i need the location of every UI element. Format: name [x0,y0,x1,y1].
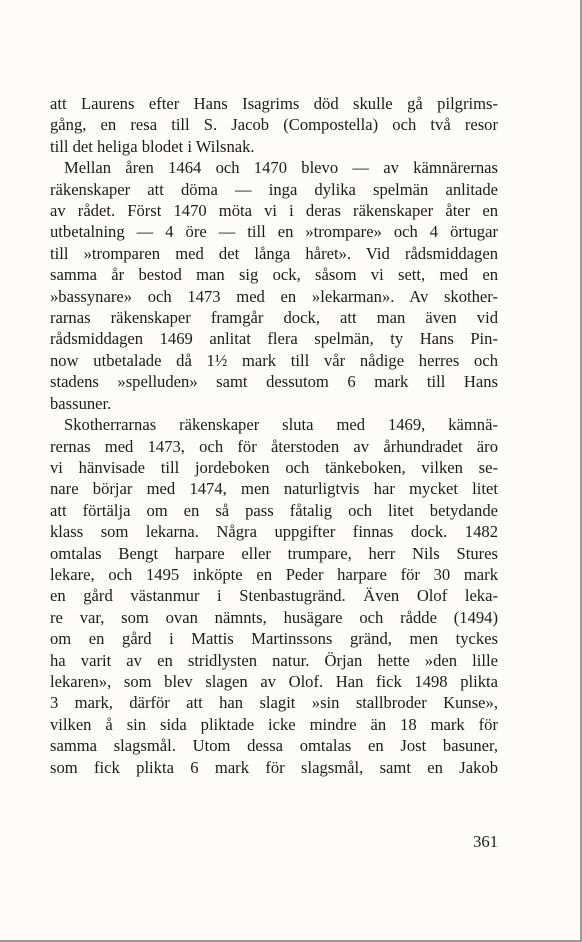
text-line: utbetalning — 4 öre — till en »trompare» och 4 örtugar [50,222,498,242]
text-line: stadens »spelluden» samt dessutom 6 mark till Hans [50,372,498,392]
text-line: now utbetalade då 1½ mark till vår nådige herres och [50,350,498,370]
text-line: att förtälja om en så pass fåtalig och litet betydande [50,500,498,520]
text-line: klass som lekarna. Några uppgifter finnas dock. 1482 [50,522,498,542]
text-line: en gård västanmur i Stenbastugränd. Även Olof leka- [50,586,498,606]
text-line: till det heliga blodet i Wilsnak. [50,136,255,156]
text-line: till »tromparen med det långa håret». Vid rådsmiddagen [50,243,498,263]
paragraph [50,93,498,157]
text-line: som fick plikta 6 mark för slagsmål, samt en Jakob [50,757,498,777]
text-line: ha varit av en stridlysten natur. Örjan hette »den lille [50,650,498,670]
text-line: samma slagsmål. Utom dessa omtalas en Jost basuner, [50,736,498,756]
paragraph [50,414,498,778]
text-line: 3 mark, därför att han slagit »sin stallbroder Kunse», [50,693,498,713]
text-line: rådsmiddagen 1469 anlitat flera spelmän, ty Hans Pin- [50,329,498,349]
text-line: att Laurens efter Hans Isagrims död skulle gå pilgrims- [50,94,498,113]
text-line: nare börjar med 1474, men naturligtvis har mycket litet [50,479,498,499]
text-line: vi hänvisade till jordeboken och tänkeboken, vilken se- [50,457,498,477]
text-line: räkenskaper att döma — inga dylika spelmän anlitade [50,179,498,199]
text-line: re var, som ovan nämnts, husägare och rådde (1494) [50,607,498,627]
text-line: rernas med 1473, och för återstoden av århundradet äro [50,436,498,456]
text-line: rarnas räkenskaper framgår dock, att man även vid [50,308,498,328]
body-text [50,93,498,778]
text-line: gång, en resa till S. Jacob (Compostella) och två resor [50,115,498,135]
page-number: 361 [473,832,498,851]
paragraph [50,157,498,414]
text-line: bassuner. [50,393,112,413]
text-line: lekaren», som blev slagen av Olof. Han fick 1498 plikta [50,671,498,691]
text-line: samma år bestod man sig ock, såsom vi sett, med en [50,265,498,285]
text-line: omtalas Bengt harpare eller trumpare, herr Nils Stures [50,543,498,563]
text-line: av rådet. Först 1470 möta vi i deras räkenskaper åter en [50,201,498,221]
text-line: »bassynare» och 1473 med en »lekarman». Av skother- [50,286,498,306]
text-line: vilken å sin sida pliktade icke mindre än 18 mark för [50,714,498,734]
text-line: om en gård i Mattis Martinssons gränd, men tyckes [50,629,498,649]
text-line: lekare, och 1495 inköpte en Peder harpare för 30 mark [50,564,498,584]
text-line: Mellan åren 1464 och 1470 blevo — av kämnärernas [64,158,498,178]
text-line: Skotherrarnas räkenskaper sluta med 1469, kämnä- [64,415,498,435]
